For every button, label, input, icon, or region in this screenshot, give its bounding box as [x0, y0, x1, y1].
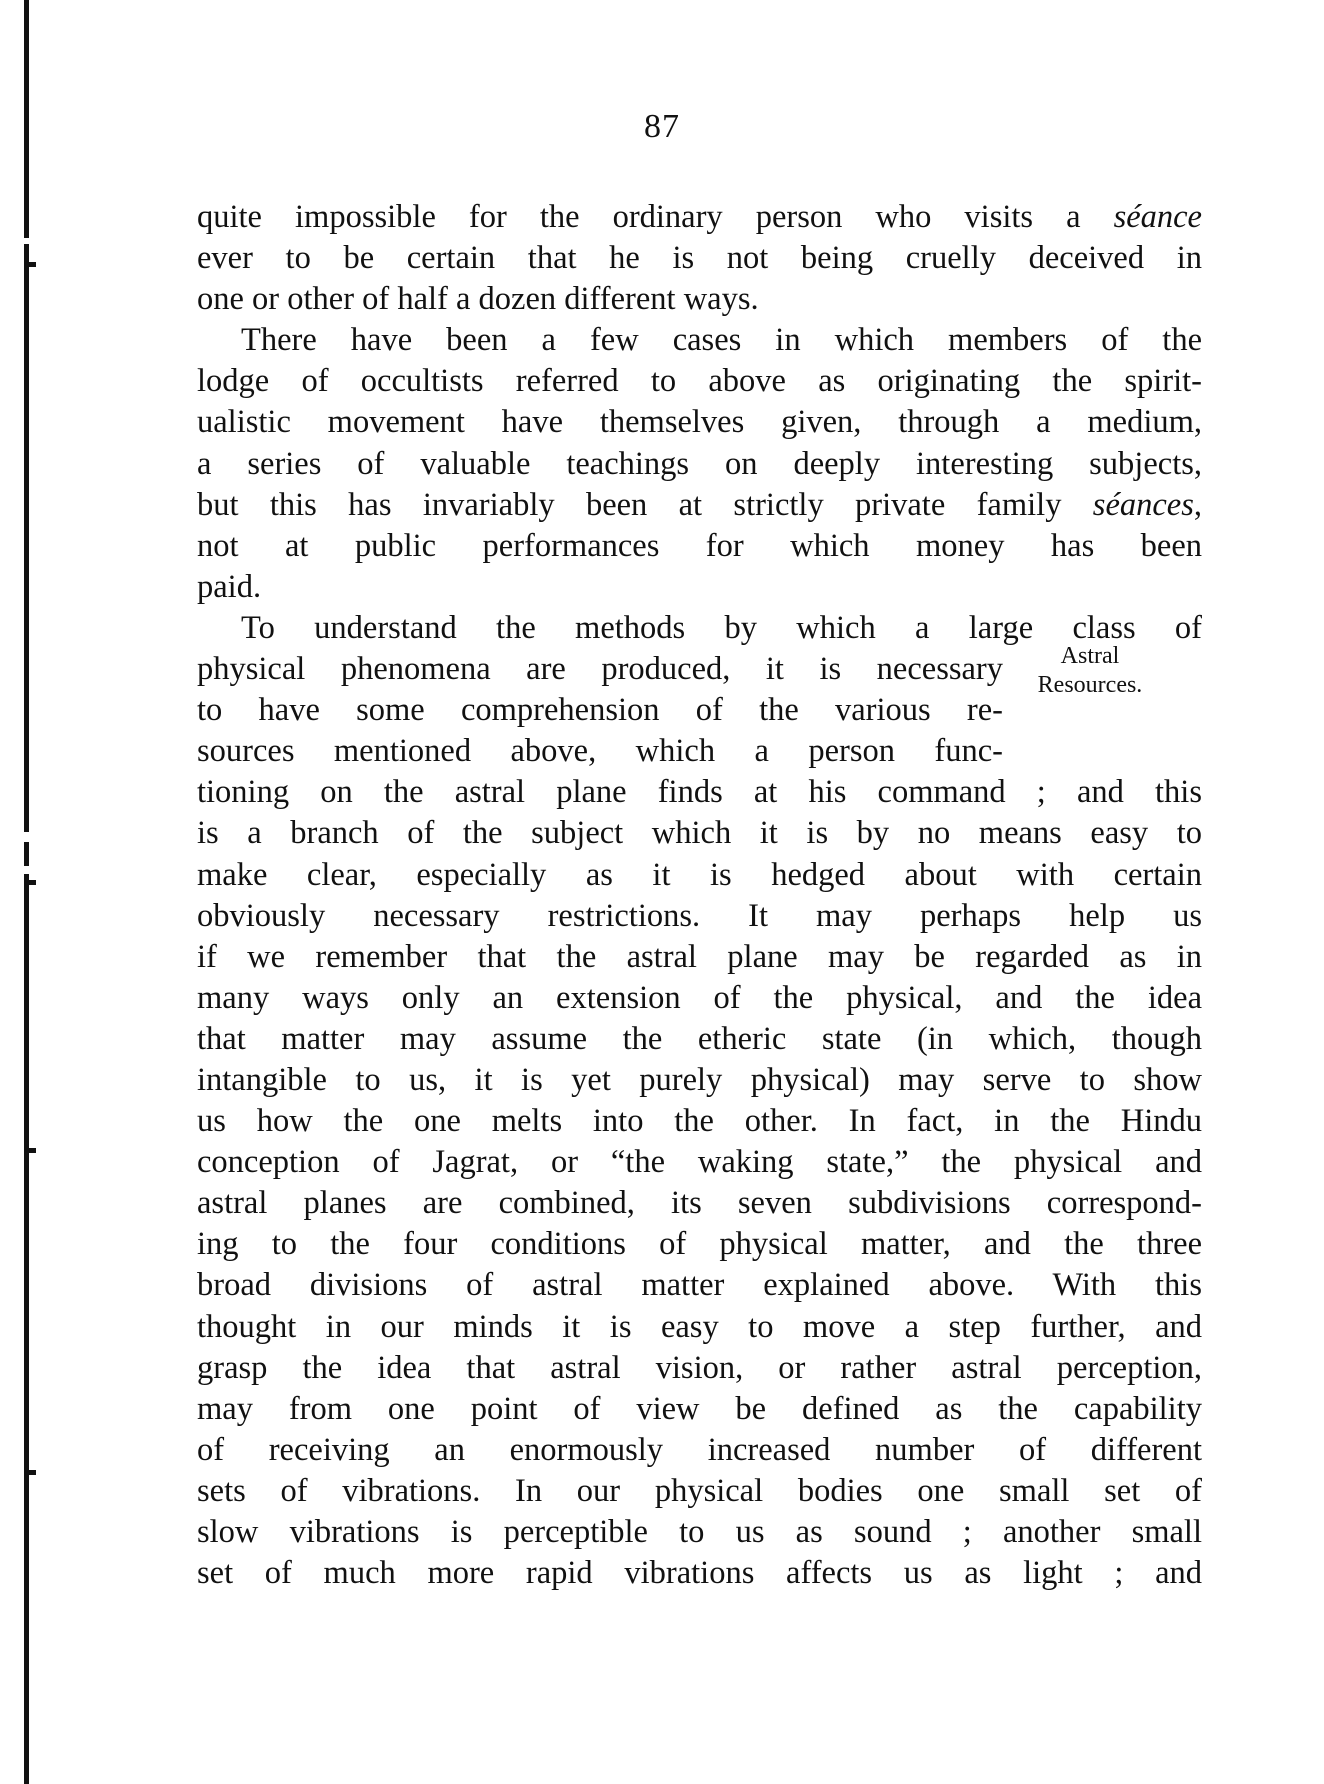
- text-line: lodge of occultists referred to above as originating the spirit-: [197, 363, 1202, 400]
- text-line: ualistic movement have themselves given, through a medium,: [197, 404, 1202, 441]
- text-line: thought in our minds it is easy to move a step further, and: [197, 1308, 1202, 1345]
- text-line: There have been a few cases in which members of the: [241, 322, 1202, 359]
- text-line: set of much more rapid vibrations affects us as light ; and: [197, 1555, 1202, 1592]
- margin-note-line: Resources.: [1037, 672, 1143, 698]
- text-line: but this has invariably been at strictly private family séances,: [197, 486, 1202, 523]
- text-line: intangible to us, it is yet purely physical) may serve to show: [197, 1061, 1202, 1098]
- text-line: physical phenomena are produced, it is necessary: [197, 651, 1003, 688]
- text-line: of receiving an enormously increased number of different: [197, 1431, 1202, 1468]
- text-line: ing to the four conditions of physical matter, and the three: [197, 1226, 1202, 1263]
- text-line: us how the one melts into the other. In fact, in the Hindu: [197, 1103, 1202, 1140]
- margin-note-line: Astral: [1060, 643, 1120, 669]
- text-line: grasp the idea that astral vision, or rather astral perception,: [197, 1349, 1202, 1386]
- text-line: is a branch of the subject which it is by no means easy to: [197, 815, 1202, 852]
- text-line: sources mentioned above, which a person func-: [197, 733, 1003, 770]
- text-line: to have some comprehension of the various re-: [197, 692, 1003, 729]
- body-text: [197, 197, 1202, 1594]
- text-line: not at public performances for which money has been: [197, 527, 1202, 564]
- text-line: if we remember that the astral plane may be regarded as in: [197, 938, 1202, 975]
- text-line: slow vibrations is perceptible to us as sound ; another small: [197, 1514, 1202, 1550]
- page-binding-edge: [24, 0, 29, 1784]
- text-line: one or other of half a dozen different ways.: [197, 281, 759, 318]
- text-line: sets of vibrations. In our physical bodies one small set of: [197, 1472, 1202, 1509]
- text-line: quite impossible for the ordinary person who visits a séance: [197, 199, 1202, 235]
- page-number: 87: [644, 108, 680, 145]
- text-line: may from one point of view be defined as the capability: [197, 1390, 1202, 1427]
- text-line: ever to be certain that he is not being cruelly deceived in: [197, 240, 1202, 277]
- text-line: obviously necessary restrictions. It may perhaps help us: [197, 897, 1202, 934]
- text-line: conception of Jagrat, or “the waking state,” the physical and: [197, 1144, 1202, 1181]
- text-line: To understand the methods by which a large class of: [241, 609, 1202, 646]
- text-line: broad divisions of astral matter explained above. With this: [197, 1267, 1202, 1304]
- text-line: make clear, especially as it is hedged about with certain: [197, 856, 1202, 893]
- text-line: tioning on the astral plane finds at his command ; and this: [197, 774, 1202, 811]
- text-line: many ways only an extension of the physical, and the idea: [197, 979, 1202, 1016]
- text-line: that matter may assume the etheric state (in which, though: [197, 1020, 1202, 1057]
- text-line: a series of valuable teachings on deeply interesting subjects,: [197, 445, 1202, 482]
- text-line: paid.: [197, 568, 262, 605]
- text-line: astral planes are combined, its seven subdivisions correspond-: [197, 1185, 1202, 1222]
